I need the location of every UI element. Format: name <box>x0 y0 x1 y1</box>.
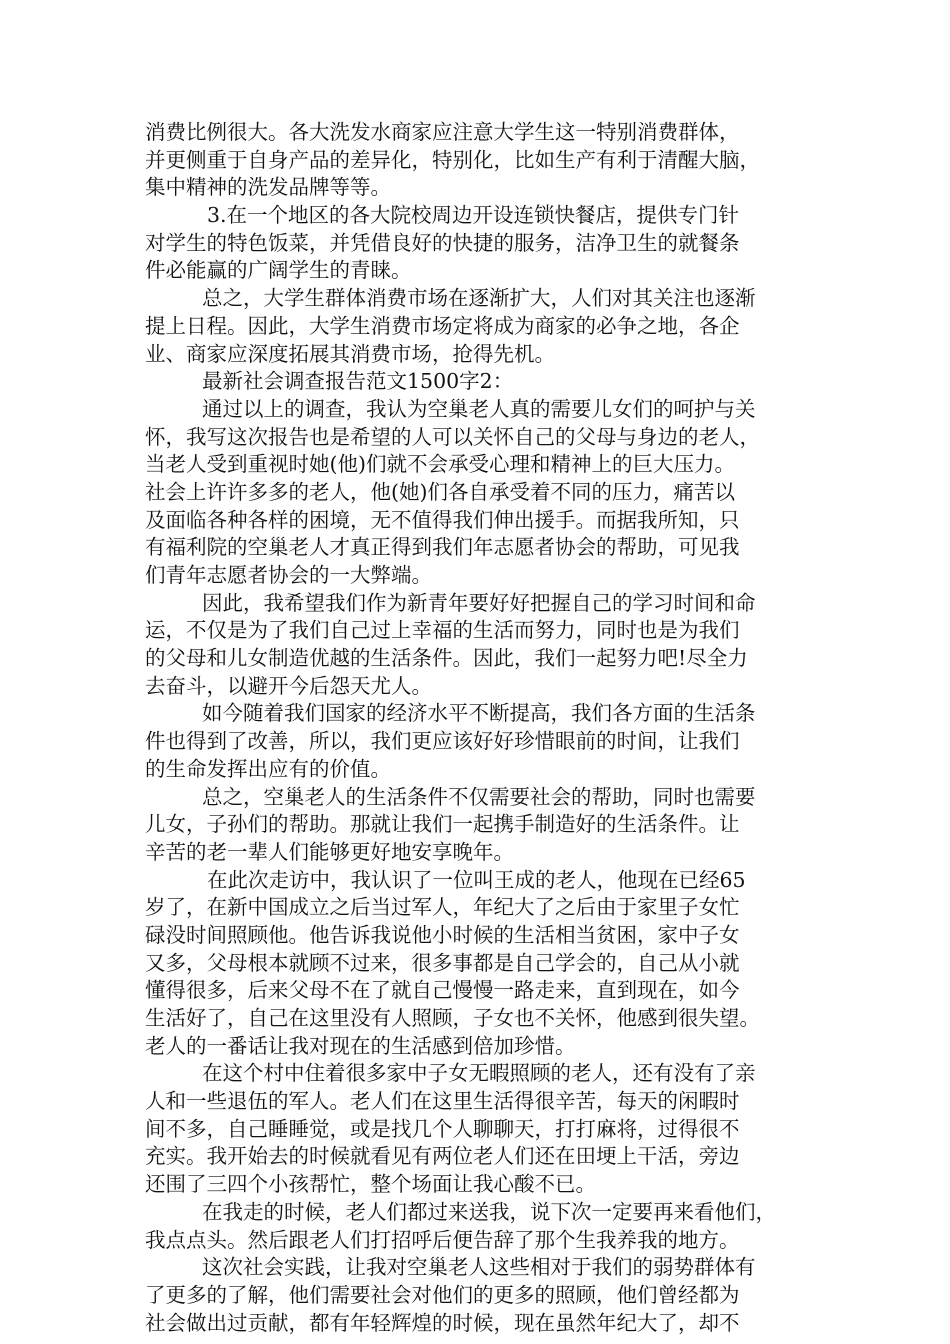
paragraph-first-line: 3.在一个地区的各大院校周边开设连锁快餐店，提供专门针 <box>207 203 740 228</box>
text-line: 还围了三四个小孩帮忙，整个场面让我心酸不已。 <box>145 1172 596 1197</box>
text-line: 充实。我开始去的时候就看见有两位老人们还在田埂上干活，旁边 <box>145 1144 740 1169</box>
text-line: 们青年志愿者协会的一大弊端。 <box>145 563 432 587</box>
text-line: 又多，父母根本就顾不过来，很多事都是自己学会的，自己从小就 <box>145 950 740 975</box>
paragraph-first-line: 总之，大学生群体消费市场在逐渐扩大，人们对其关注也逐渐 <box>202 286 756 311</box>
text-line: 有福利院的空巢老人才真正得到我们年志愿者协会的帮助，可见我 <box>145 535 740 560</box>
text-line: 提上日程。因此，大学生消费市场定将成为商家的必争之地，各企 <box>145 313 740 338</box>
text-line: 消费比例很大。各大洗发水商家应注意大学生这一特别消费群体， <box>145 120 740 144</box>
text-line: 懂得很多，后来父母不在了就自己慢慢一路走来，直到现在，如今 <box>145 978 740 1003</box>
text-line: 怀，我写这次报告也是希望的人可以关怀自己的父母与身边的老人， <box>145 424 760 449</box>
text-line: 及面临各种各样的困境，无不值得我们伸出援手。而据我所知，只 <box>145 507 740 532</box>
section-heading: 最新社会调查报告范文1500字2： <box>202 369 514 394</box>
text-line: 件也得到了改善，所以，我们更应该好好珍惜眼前的时间，让我们 <box>145 729 740 754</box>
text-line: 儿女，子孙们的帮助。那就让我们一起携手制造好的生活条件。让 <box>145 812 740 837</box>
paragraph-first-line: 如今随着我们国家的经济水平不断提高，我们各方面的生活条 <box>202 701 756 726</box>
text-line: 碌没时间照顾他。他告诉我说他小时候的生活相当贫困，家中子女 <box>145 922 740 947</box>
paragraph-first-line: 在我走的时候，老人们都过来送我，说下次一定要再来看他们， <box>202 1199 776 1224</box>
text-line: 并更侧重于自身产品的差异化，特别化，比如生产有利于清醒大脑， <box>145 147 760 172</box>
text-line: 件必能赢的广阔学生的青睐。 <box>145 258 412 283</box>
document-body <box>145 119 810 1337</box>
text-line: 社会上许许多多的老人，他(她)们各自承受着不同的压力，痛苦以 <box>145 479 735 504</box>
text-line: 去奋斗，以避开今后怨天尤人。 <box>145 673 432 698</box>
text-line: 人和一些退伍的军人。老人们在这里生活得很辛苦，每天的闲暇时 <box>145 1089 740 1114</box>
text-line: 辛苦的老一辈人们能够更好地安享晚年。 <box>145 839 514 864</box>
paragraph-first-line: 在这个村中住着很多家中子女无暇照顾的老人，还有没有了亲 <box>202 1061 756 1086</box>
text-line: 间不多，自己睡睡觉，或是找几个人聊聊天，打打麻将，过得很不 <box>145 1116 740 1141</box>
paragraph-first-line: 在此次走访中，我认识了一位叫王成的老人，他现在已经65 <box>207 867 746 892</box>
text-line: 的父母和儿女制造优越的生活条件。因此，我们一起努力吧!尽全力 <box>145 646 748 671</box>
paragraph-first-line: 通过以上的调查，我认为空巢老人真的需要儿女们的呵护与关 <box>202 396 756 421</box>
text-line: 了更多的了解，他们需要社会对他们的更多的照顾，他们曾经都为 <box>145 1282 740 1307</box>
paragraph-first-line: 因此，我希望我们作为新青年要好好把握自己的学习时间和命 <box>202 590 756 615</box>
text-line: 生活好了，自己在这里没有人照顾，子女也不关怀，他感到很失望。 <box>145 1006 760 1030</box>
text-line: 运，不仅是为了我们自己过上幸福的生活而努力，同时也是为我们 <box>145 618 740 643</box>
text-line: 的生命发挥出应有的价值。 <box>145 756 391 781</box>
paragraph-first-line: 这次社会实践，让我对空巢老人这些相对于我们的弱势群体有 <box>202 1255 756 1280</box>
text-line: 老人的一番话让我对现在的生活感到倍加珍惜。 <box>145 1033 576 1058</box>
text-line: 岁了，在新中国成立之后当过军人，年纪大了之后由于家里子女忙 <box>145 895 740 920</box>
text-line: 对学生的特色饭菜，并凭借良好的快捷的服务，洁净卫生的就餐条 <box>145 230 740 255</box>
paragraph-first-line: 总之，空巢老人的生活条件不仅需要社会的帮助，同时也需要 <box>202 784 756 809</box>
text-line: 业、商家应深度拓展其消费市场，抢得先机。 <box>145 341 555 366</box>
text-line: 当老人受到重视时她(他)们就不会承受心理和精神上的巨大压力。 <box>145 452 735 477</box>
text-line: 我点点头。然后跟老人们打招呼后便告辞了那个生我养我的地方。 <box>145 1227 740 1252</box>
text-line: 集中精神的洗发品牌等等。 <box>145 175 391 200</box>
text-line: 社会做出过贡献，都有年轻辉煌的时候，现在虽然年纪大了，却不 <box>145 1310 740 1335</box>
